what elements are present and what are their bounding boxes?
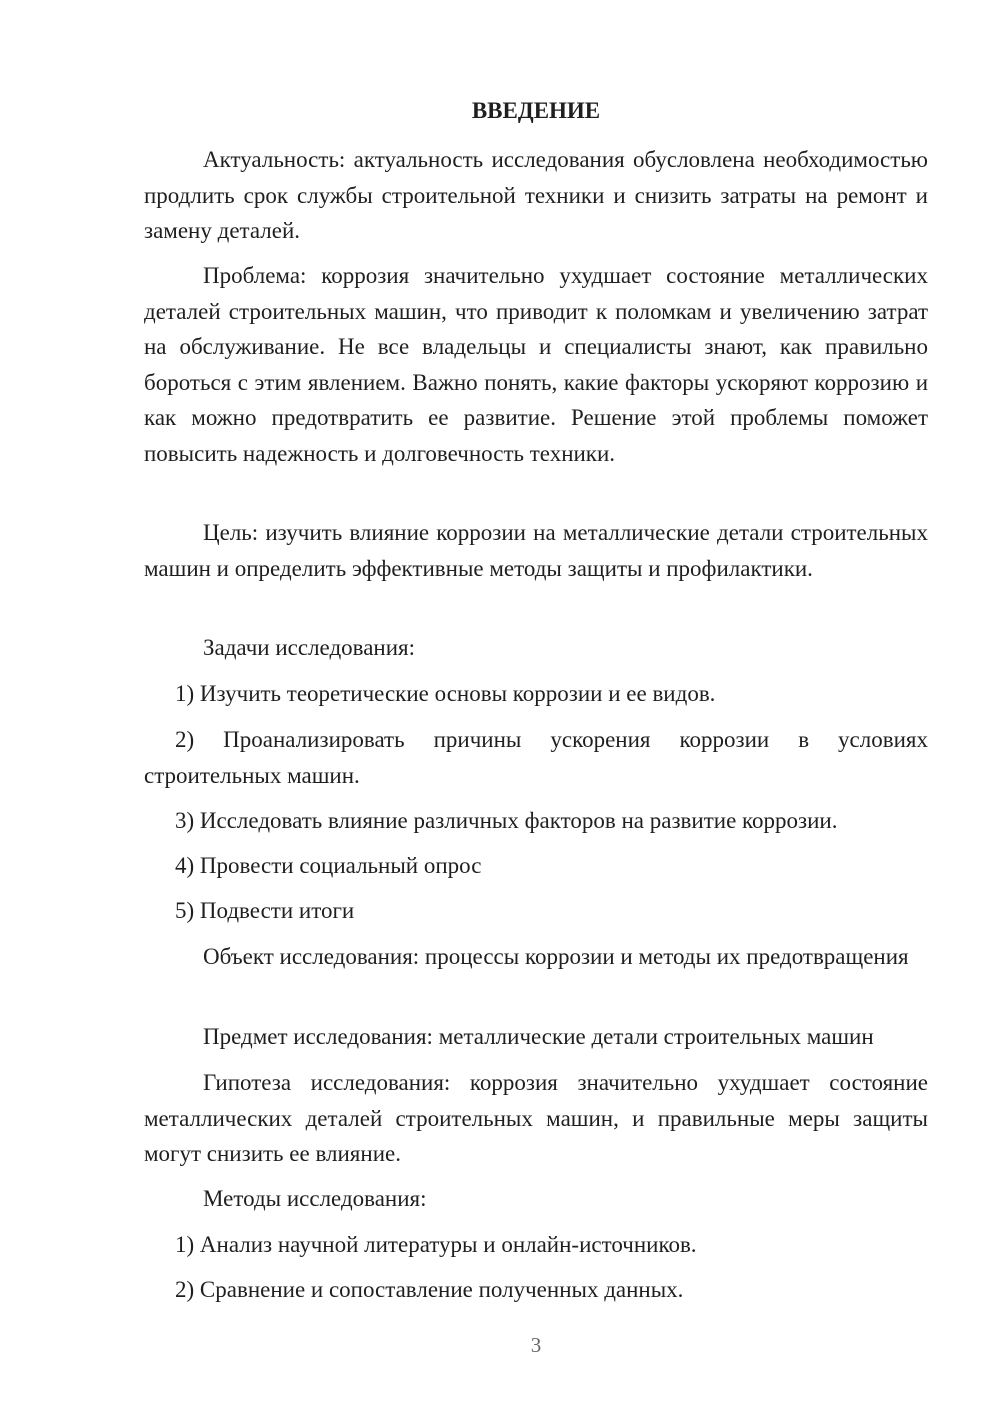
paragraph-problem: Проблема: коррозия значительно ухудшает состояние металлических деталей строительных машин, что приводит к поломкам и увеличению затрат на обслуживание. Не все владельцы и специалисты знают, как правильно бороться с этим явлением. Важно понять, какие факторы ускоряют коррозию и как можно предотвратить ее развитие. Решение этой проблемы поможет повысить надежность и долговечность техники. [144,263,928,466]
page-number: 3 [530,1333,542,1357]
paragraph-relevance: Актуальность: актуальность исследования обусловлена необходимостью продлить срок службы строительной техники и снизить затраты на ремонт и замену деталей. [144,147,928,243]
paragraph-subject: Предмет исследования: металлические детали строительных машин [203,1024,874,1049]
list-item-task-2: 2) Проанализировать причины ускорения коррозии в условиях строительных машин. [144,727,928,788]
list-item-task-1: 1) Изучить теоретические основы коррозии и ее видов. [175,681,716,706]
list-item-method-2: 2) Сравнение и сопоставление полученных данных. [175,1277,684,1302]
list-item-method-1: 1) Анализ научной литературы и онлайн-источников. [175,1232,697,1257]
page-title: ВВЕДЕНИЕ [471,98,601,123]
paragraph-hypothesis: Гипотеза исследования: коррозия значительно ухудшает состояние металлических деталей строительных машин, и правильные меры защиты могут снизить ее влияние. [144,1070,928,1166]
list-item-task-5: 5) Подвести итоги [175,898,355,923]
list-item-task-3: 3) Исследовать влияние различных факторов на развитие коррозии. [175,808,838,833]
paragraph-goal: Цель: изучить влияние коррозии на металлические детали строительных машин и определить эффективные методы защиты и профилактики. [144,520,928,581]
paragraph-tasks-heading: Задачи исследования: [203,635,416,660]
paragraph-object: Объект исследования: процессы коррозии и методы их предотвращения [203,944,909,969]
list-item-task-4: 4) Провести социальный опрос [175,853,482,878]
paragraph-methods-heading: Методы исследования: [203,1186,427,1211]
